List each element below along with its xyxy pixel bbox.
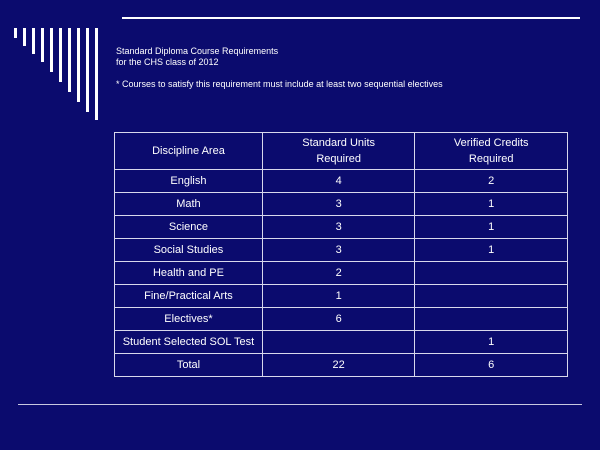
title-line-2: for the CHS class of 2012 [116,57,219,67]
cell-verified: 1 [415,216,568,239]
requirements-table [114,132,568,377]
cell-standard: 2 [262,262,415,285]
table-row [115,331,568,354]
cell-verified: 1 [415,193,568,216]
header-standard-line-2: Required [316,153,361,165]
table-row [115,308,568,331]
cell-verified: 6 [415,354,568,377]
table-row-total [115,354,568,377]
cell-verified [415,262,568,285]
cell-area: Total [115,354,263,377]
table-row [115,285,568,308]
footnote: * Courses to satisfy this requirement must include at least two sequential electives [116,79,443,89]
cell-standard: 3 [262,193,415,216]
cell-area: Fine/Practical Arts [115,285,263,308]
cell-verified [415,285,568,308]
cell-standard: 3 [262,239,415,262]
header-discipline: Discipline Area [115,133,263,170]
cell-standard: 6 [262,308,415,331]
title-line-1: Standard Diploma Course Requirements [116,46,279,56]
cell-standard: 3 [262,216,415,239]
header-verified-credits [415,133,568,170]
cell-standard: 4 [262,170,415,193]
cell-verified: 2 [415,170,568,193]
table-header-row [115,133,568,170]
top-rule [122,17,580,19]
cell-area: English [115,170,263,193]
table-row [115,239,568,262]
header-standard-units [262,133,415,170]
header-verified-line-2: Required [468,153,514,165]
table-row [115,216,568,239]
cell-area: Science [115,216,263,239]
cell-area: Electives* [115,308,263,331]
bottom-rule [18,404,582,405]
cell-area: Social Studies [115,239,263,262]
cell-verified [415,308,568,331]
cell-area: Health and PE [115,262,263,285]
cell-standard: 22 [262,354,415,377]
cell-verified: 1 [415,239,568,262]
table-row [115,193,568,216]
header-standard-line-1: Standard Units [302,137,376,149]
cell-standard: 1 [262,285,415,308]
table-row [115,262,568,285]
cell-verified: 1 [415,331,568,354]
slide-heading [116,46,443,90]
header-verified-line-1: Verified Credits [453,137,529,149]
cell-area: Math [115,193,263,216]
cell-standard [262,331,415,354]
cell-area: Student Selected SOL Test [115,331,263,354]
table-row [115,170,568,193]
decorative-stripes [14,28,104,124]
